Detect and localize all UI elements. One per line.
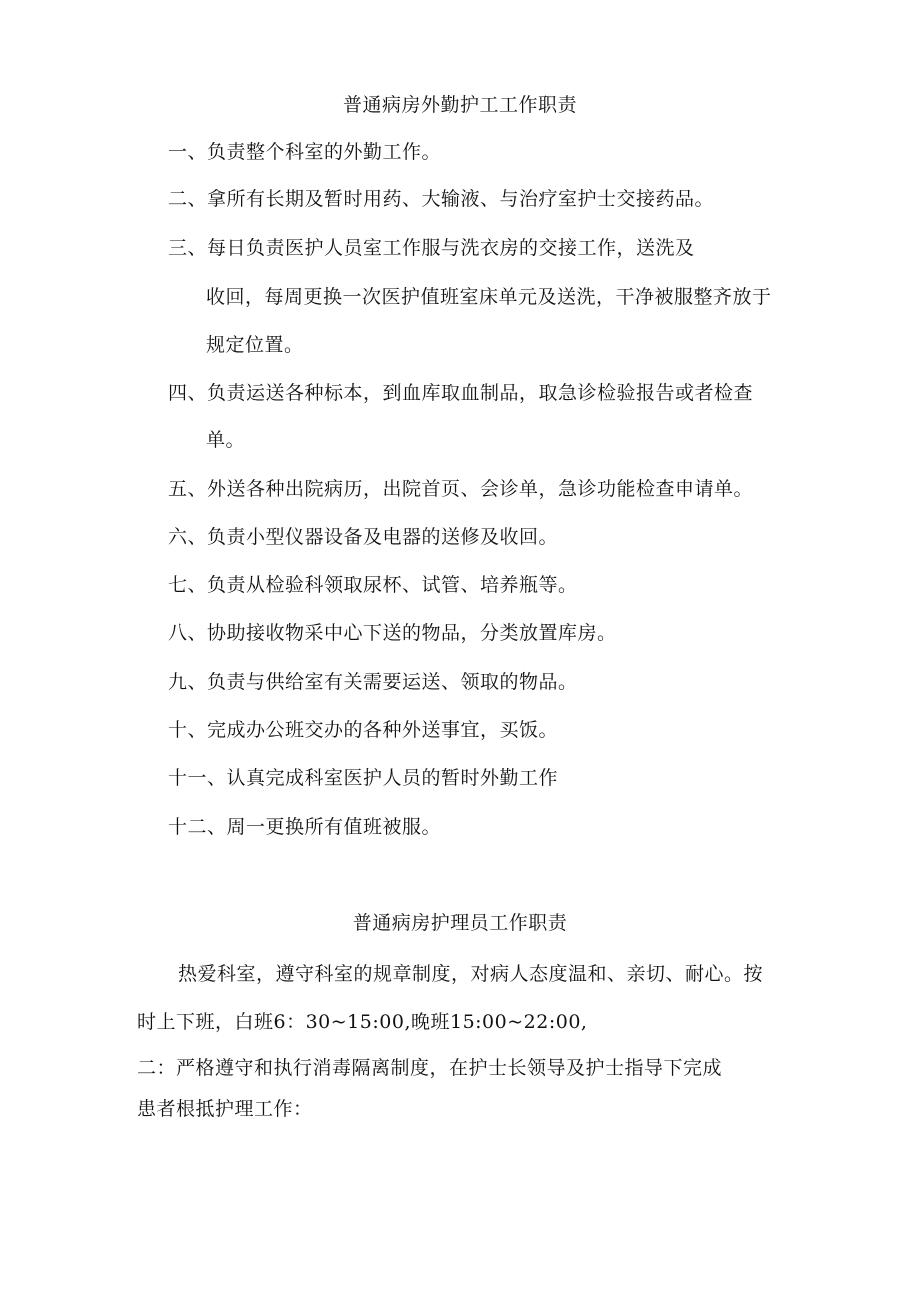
duty-item-11: 十一、认真完成科室医护人员的暂时外勤工作	[168, 767, 559, 789]
paragraph-line-4: 患者根抵护理工作：	[137, 1098, 313, 1120]
paragraph-line-2: 时上下班，白班6：30~15:00,晚班15:00~22:00,	[137, 1011, 588, 1033]
section1-title: 普通病房外勤护工工作职责	[342, 94, 577, 116]
duty-item-4-cont: 单。	[206, 429, 246, 451]
duty-item-8: 八、协助接收物采中心下送的物品，分类放置库房。	[168, 622, 617, 644]
duty-item-12: 十二、周一更换所有值班被服。	[168, 816, 442, 838]
duty-item-3-cont-2: 规定位置。	[206, 334, 304, 356]
paragraph-line-1: 热爱科室，遵守科室的规章制度，对病人态度温和、亲切、耐心。按	[178, 963, 764, 985]
duty-item-1: 一、负责整个科室的外勤工作。	[168, 141, 442, 163]
duty-item-4: 四、负责运送各种标本，到血库取血制品，取急诊检验报告或者检查	[168, 382, 754, 404]
duty-item-10: 十、完成办公班交办的各种外送事宜，买饭。	[168, 719, 559, 741]
duty-item-5: 五、外送各种出院病历，出院首页、会诊单，急诊功能检查申请单。	[168, 478, 754, 500]
duty-item-6: 六、负责小型仪器设备及电器的送修及收回。	[168, 526, 559, 548]
duty-item-2: 二、拿所有长期及暂时用药、大输液、与治疗室护士交接药品。	[168, 188, 715, 210]
duty-item-7: 七、负责从检验科领取尿杯、试管、培养瓶等。	[168, 574, 578, 596]
duty-item-3-cont-1: 收回，每周更换一次医护值班室床单元及送洗，干净被服整齐放于	[206, 286, 772, 308]
section2-title: 普通病房护理员工作职责	[352, 912, 568, 934]
duty-item-3: 三、每日负责医护人员室工作服与洗衣房的交接工作，送洗及	[168, 237, 695, 259]
paragraph-line-3: 二：严格遵守和执行消毒隔离制度，在护士长领导及护士指导下完成	[137, 1057, 723, 1079]
duty-item-9: 九、负责与供给室有关需要运送、领取的物品。	[168, 671, 578, 693]
